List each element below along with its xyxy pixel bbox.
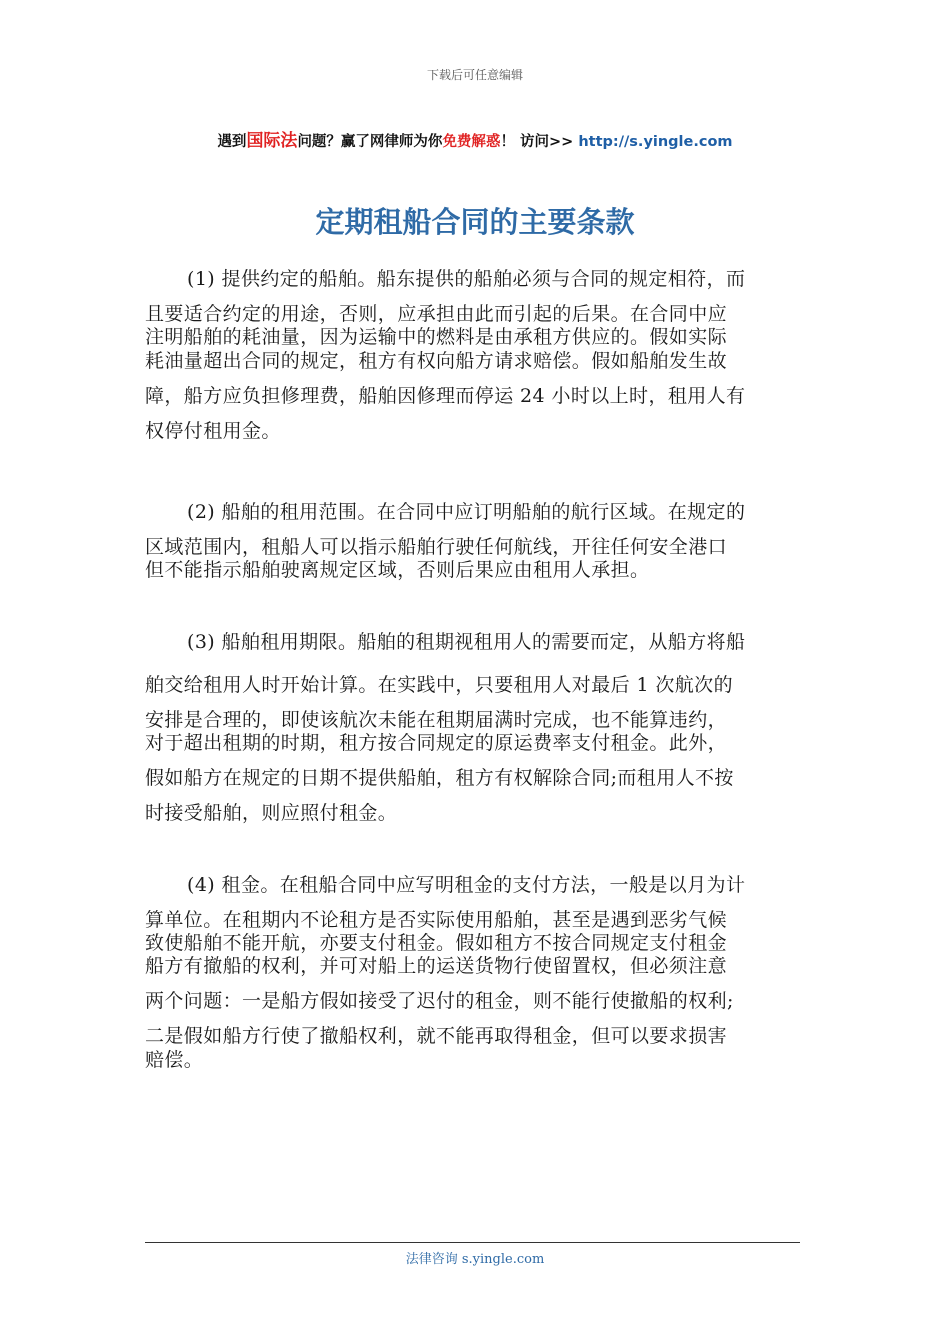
paragraph-2 (145, 501, 807, 583)
paragraph-line: 权停付租用金。 (145, 419, 281, 442)
paragraph-line: 对于超出租期的时期，租方按合同规定的原运费率支付租金。此外， (145, 732, 728, 755)
paragraph-line: 时接受船舶，则应照付租金。 (145, 802, 398, 825)
paragraph-gap (145, 443, 807, 501)
paragraph-line: (3) 船舶租用期限。船舶的租期视租用人的需要而定，从船方将船 (187, 630, 746, 653)
paragraph-4 (145, 874, 807, 1072)
paragraph-line: (2) 船舶的租用范围。在合同中应订明船舶的航行区域。在规定的 (187, 501, 746, 524)
promo-text-3: ！ 访问>> (500, 134, 579, 150)
header-note: 下载后可任意编辑 (426, 68, 523, 82)
paragraph-line: 注明船舶的耗油量，因为运输中的燃料是由承租方供应的。假如实际 (145, 326, 728, 349)
promo-highlight-free: 免费解惑 (442, 134, 501, 150)
page-title: 定期租船合同的主要条款 (315, 205, 635, 239)
footer-link[interactable]: 法律咨询 s.yingle.com (405, 1252, 545, 1267)
paragraph-line: 假如船方在规定的日期不提供船舶，租方有权解除合同;而租用人不按 (145, 767, 734, 790)
promo-text-1: 遇到 (217, 134, 247, 150)
paragraph-line: (1) 提供约定的船舶。船东提供的船舶必须与合同的规定相符，而 (187, 268, 746, 290)
paragraph-line: 致使船舶不能开航，亦要支付租金。假如租方不按合同规定支付租金 (145, 931, 728, 954)
paragraph-line: 区域范围内，租船人可以指示船舶行驶任何航线，开往任何安全港口 (145, 536, 728, 559)
paragraph-gap (145, 583, 807, 631)
paragraph-line: (4) 租金。在租船合同中应写明租金的支付方法，一般是以月为计 (187, 873, 746, 896)
paragraph-1 (145, 268, 807, 443)
promo-banner (0, 126, 950, 151)
promo-link[interactable]: http://s.yingle.com (578, 134, 733, 150)
paragraph-line: 二是假如船方行使了撤船权利，就不能再取得租金，但可以要求损害 (145, 1025, 728, 1048)
paragraph-line: 安排是合理的，即使该航次未能在租期届满时完成，也不能算违约， (145, 708, 728, 731)
paragraph-line: 赔偿。 (145, 1048, 204, 1071)
paragraph-line: 耗油量超出合同的规定，租方有权向船方请求赔偿。假如船舶发生故 (145, 349, 728, 372)
paragraph-line: 障，船方应负担修理费，船舶因修理而停运 24 小时以上时，租用人有 (145, 384, 746, 407)
paragraph-line: 但不能指示船舶驶离规定区域，否则后果应由租用人承担。 (145, 559, 650, 582)
promo-highlight-topic: 国际法 (246, 131, 298, 151)
document-body (145, 268, 807, 1072)
promo-text-2: 问题？赢了网律师为你 (297, 134, 443, 150)
paragraph-3 (145, 631, 807, 826)
paragraph-line: 舶交给租用人时开始计算。在实践中，只要租用人对最后 1 次航次的 (145, 673, 733, 696)
paragraph-line: 两个问题：一是船方假如接受了迟付的租金，则不能行使撤船的权利; (145, 990, 734, 1013)
paragraph-line: 且要适合约定的用途，否则，应承担由此而引起的后果。在合同中应 (145, 303, 728, 326)
paragraph-gap (145, 826, 807, 874)
paragraph-line: 船方有撤船的权利，并可对船上的运送货物行使留置权，但必须注意 (145, 955, 728, 978)
paragraph-line: 算单位。在租期内不论租方是否实际使用船舶，甚至是遇到恶劣气候 (145, 908, 728, 931)
footer-divider (145, 1242, 800, 1243)
